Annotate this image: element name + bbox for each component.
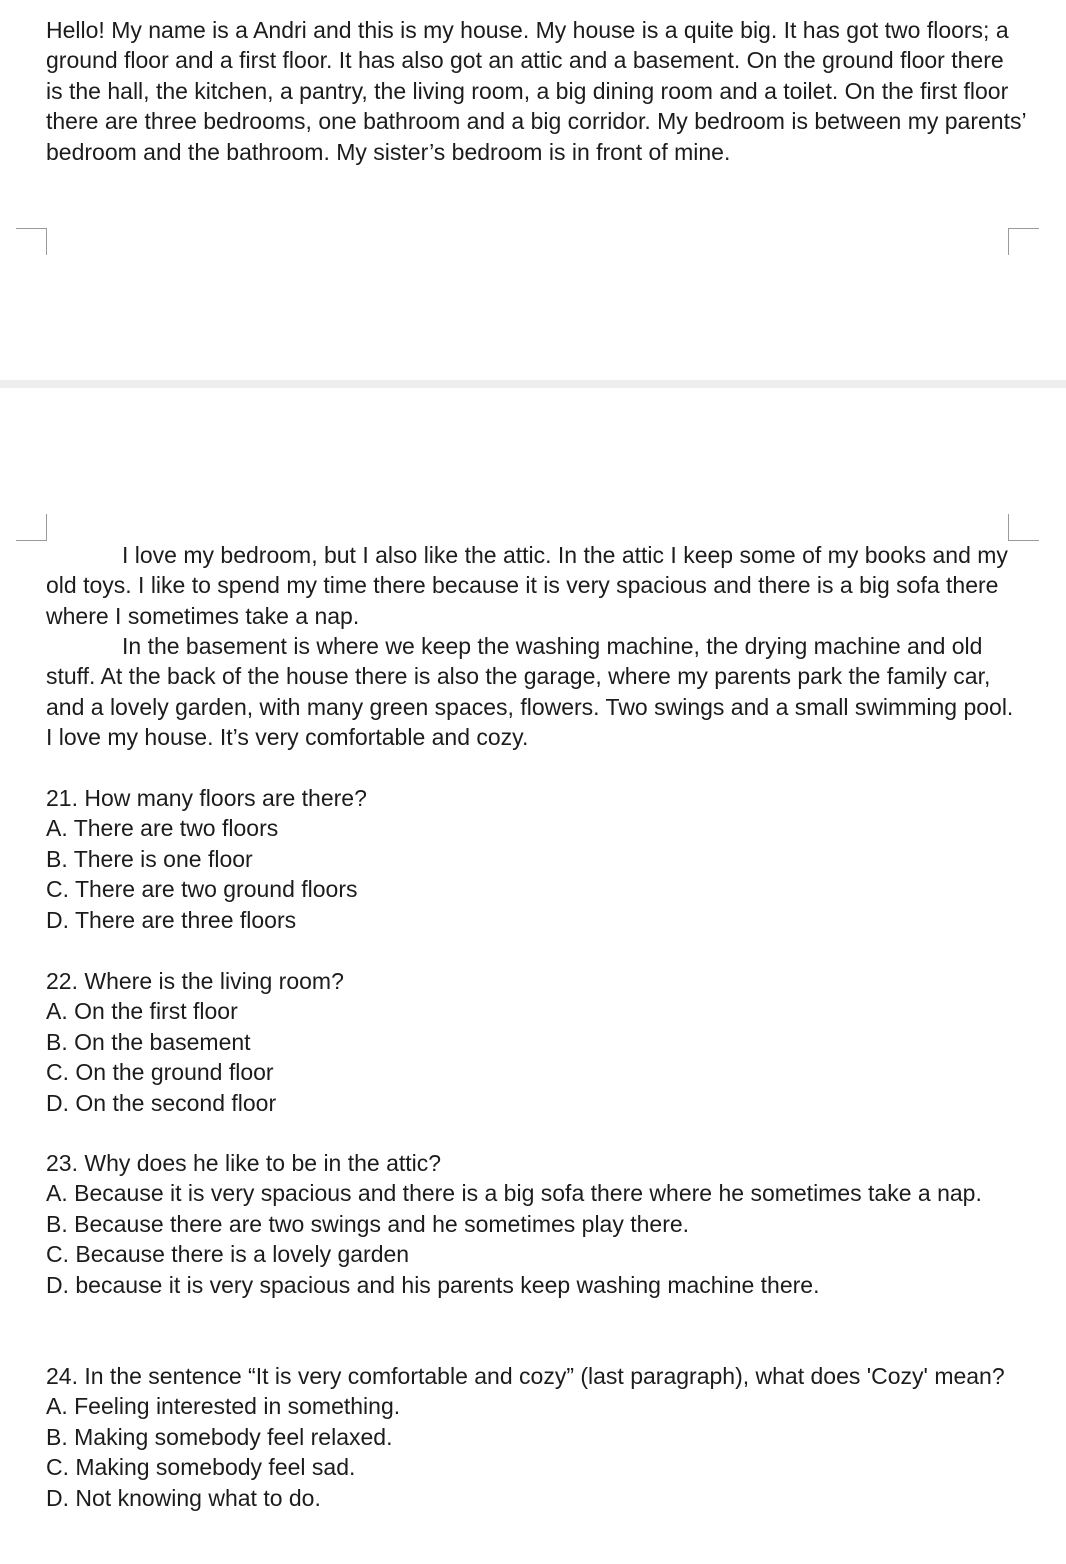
option-b: B. There is one floor: [46, 845, 253, 872]
margin-corner-mark: [16, 514, 47, 541]
basement-paragraph: In the basement is where we keep the washing machine, the drying machine and old stuff. At the back of the house there is also the garage, where my parents park the family car, and a lovely garden, with many green spaces, flowers. Two swings and a small swimming pool. I love my house. It’s very comfortable and cozy.: [46, 633, 1014, 751]
margin-corner-mark: [1008, 228, 1039, 255]
option-c: C. There are two ground floors: [46, 876, 358, 903]
option-a: A. On the first floor: [46, 998, 238, 1025]
option-a: A. Because it is very spacious and there is a big sofa there where he sometimes take a nap.: [46, 1180, 982, 1207]
option-b: B. Making somebody feel relaxed.: [46, 1423, 393, 1450]
option-d: D. On the second floor: [46, 1089, 277, 1116]
question-text: 24. In the sentence “It is very comfortable and cozy” (last paragraph), what does 'Cozy' mean?: [46, 1363, 1005, 1389]
question-text: 22. Where is the living room?: [46, 968, 344, 994]
option-d: D. because it is very spacious and his parents keep washing machine there.: [46, 1271, 820, 1298]
question-24: [46, 1361, 1026, 1513]
option-a: A. Feeling interested in something.: [46, 1393, 401, 1420]
margin-corner-mark: [1008, 514, 1039, 541]
question-23: [46, 1148, 1026, 1300]
option-c: C. Because there is a lovely garden: [46, 1241, 410, 1268]
option-c: C. Making somebody feel sad.: [46, 1454, 356, 1481]
option-a: A. There are two floors: [46, 815, 279, 842]
question-22: [46, 966, 1026, 1118]
option-d: D. Not knowing what to do.: [46, 1484, 321, 1511]
option-d: D. There are three floors: [46, 906, 297, 933]
option-b: B. Because there are two swings and he sometimes play there.: [46, 1210, 690, 1237]
question-text: 23. Why does he like to be in the attic?: [46, 1150, 442, 1176]
intro-paragraph: Hello! My name is a Andri and this is my house. My house is a quite big. It has got two floors; a ground floor and a first floor. It has also got an attic and a basement. On the ground floor there is the hall, the kitchen, a pantry, the living room, a big dining room and a toilet. On the first floor there are three bedrooms, one bathroom and a big corridor. My bedroom is between my parents’ bedroom and the bathroom. My sister’s bedroom is in front of mine.: [46, 17, 1026, 165]
question-text: 21. How many floors are there?: [46, 785, 367, 811]
page-break: [0, 380, 1066, 388]
attic-paragraph: I love my bedroom, but I also like the attic. In the attic I keep some of my books and my old toys. I like to spend my time there because it is very spacious and there is a big sofa there where I sometimes take a nap.: [46, 542, 1008, 629]
question-21: [46, 783, 1026, 935]
option-b: B. On the basement: [46, 1028, 251, 1055]
margin-corner-mark: [16, 228, 47, 255]
option-c: C. On the ground floor: [46, 1059, 274, 1086]
